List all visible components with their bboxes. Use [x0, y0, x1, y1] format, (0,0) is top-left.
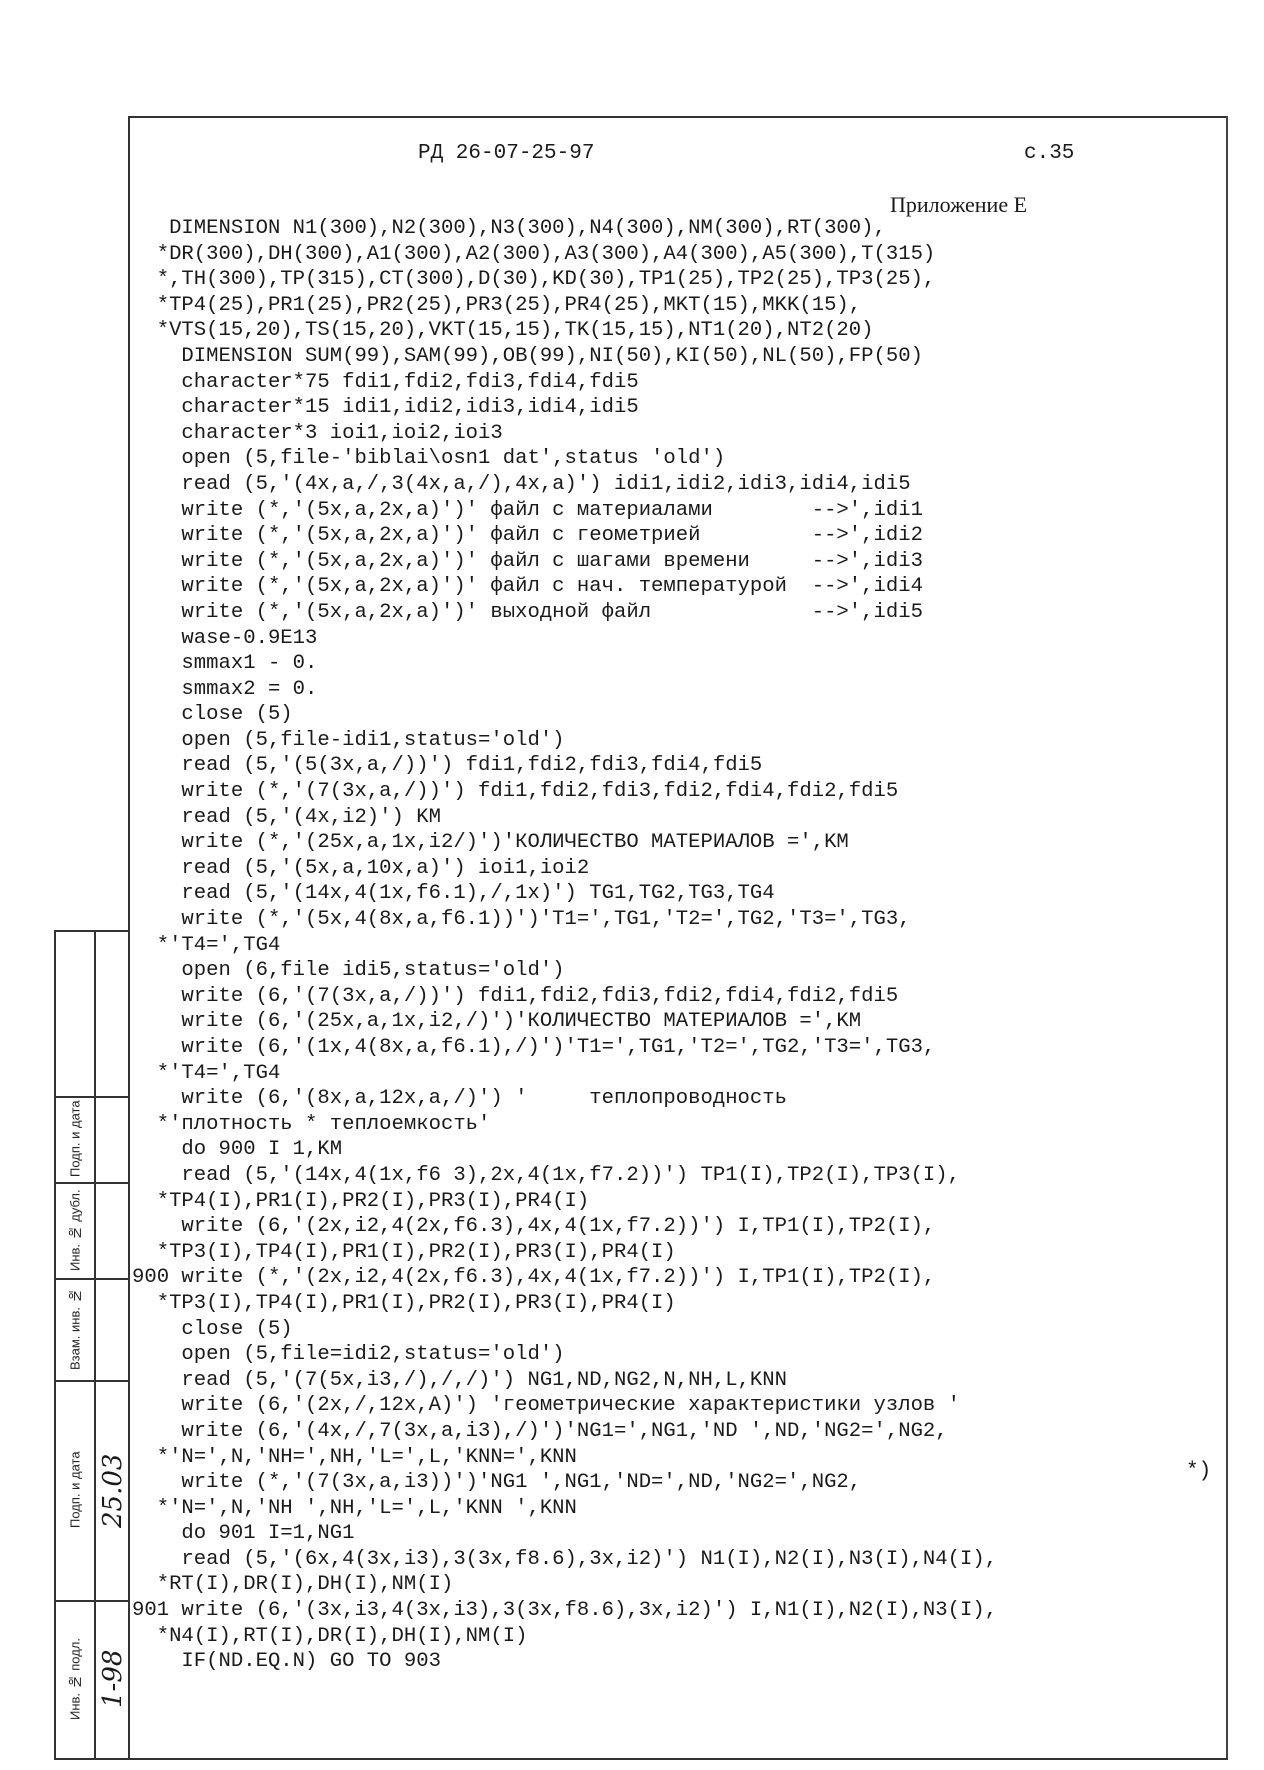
- code-line: read (5,'(5x,a,10x,a)') ioi1,ioi2: [132, 856, 590, 880]
- code-line: read (5,'(14x,4(1x,f6.1),/,1x)') TG1,TG2,TG3,TG4: [132, 882, 775, 906]
- code-line: 901 write (6,'(3x,i3,4(3x,i3),3(3x,f8.6),3x,i2)') I,N1(I),N2(I),N3(I),: [132, 1599, 998, 1623]
- code-line: write (*,'(5x,a,2x,a)')' файл с материалами -->',idi1: [132, 498, 923, 522]
- code-line: *'плотность * теплоемкость': [132, 1112, 491, 1136]
- code-line: *RT(I),DR(I),DH(I),NM(I): [132, 1573, 454, 1597]
- code-line: write (6,'(8x,a,12x,a,/)') ' теплопроводность: [132, 1087, 787, 1111]
- code-line: *TP3(I),TP4(I),PR1(I),PR2(I),PR3(I),PR4(I): [132, 1240, 676, 1264]
- stamp-separator: [54, 930, 130, 932]
- code-line: write (6,'(7(3x,a,/))') fdi1,fdi2,fdi3,fdi2,fdi4,fdi2,fdi5: [132, 984, 899, 1008]
- code-line: *VTS(15,20),TS(15,20),VKT(15,15),TK(15,15),NT1(20),NT2(20): [132, 319, 874, 343]
- code-line: DIMENSION SUM(99),SAM(99),OB(99),NI(50),KI(50),NL(50),FP(50): [132, 344, 923, 368]
- code-line: read (5,'(4x,a,/,3(4x,a,/),4x,a)') idi1,idi2,idi3,idi4,idi5: [132, 472, 911, 496]
- code-line: do 900 I 1,KM: [132, 1138, 343, 1162]
- code-line: read (5,'(7(5x,i3,/),/,/)') NG1,ND,NG2,N,NH,L,KNN: [132, 1368, 787, 1392]
- code-line: open (5,file-'biblai\osn1 dat',status 'old'): [132, 447, 726, 471]
- code-line: read (5,'(14x,4(1x,f6 3),2x,4(1x,f7.2))') TP1(I),TP2(I),TP3(I),: [132, 1163, 961, 1187]
- code-line: *'T4=',TG4: [132, 933, 281, 957]
- code-line: character*75 fdi1,fdi2,fdi3,fdi4,fdi5: [132, 370, 639, 394]
- code-line: open (5,file=idi2,status='old'): [132, 1343, 565, 1367]
- stamp-signature-date: 25.03: [98, 1453, 128, 1529]
- frame-bottom-border: [54, 1758, 1228, 1760]
- code-line: write (*,'(5x,a,2x,a)')' файл с шагами времени -->',idi3: [132, 549, 923, 573]
- code-line: *DR(300),DH(300),A1(300),A2(300),A3(300),A4(300),A5(300),T(315): [132, 242, 936, 266]
- frame-top-border: [128, 116, 1228, 118]
- code-line: smmax1 - 0.: [132, 652, 318, 676]
- footnote-mark: *): [1186, 1460, 1212, 1483]
- code-line: do 901 I=1,NG1: [132, 1522, 355, 1546]
- stamp-vzam-inv: Взам. инв. №: [67, 1288, 83, 1370]
- code-line: write (*,'(5x,a,2x,a)')' файл с нач. температурой -->',idi4: [132, 575, 923, 599]
- stamp-inv-podl: Инв. № подл.: [67, 1637, 83, 1721]
- code-line: write (*,'(5x,a,2x,a)')' файл с геометрией -->',idi2: [132, 524, 923, 548]
- code-line: write (*,'(25x,a,1x,i2/)')'КОЛИЧЕСТВО МАТЕРИАЛОВ =',KM: [132, 831, 849, 855]
- code-line: smmax2 = 0.: [132, 677, 318, 701]
- code-line: *N4(I),RT(I),DR(I),DH(I),NM(I): [132, 1624, 528, 1648]
- code-line: character*3 ioi1,ioi2,ioi3: [132, 421, 503, 445]
- code-line: *'T4=',TG4: [132, 1061, 281, 1085]
- page-number: с.35: [1024, 142, 1075, 165]
- code-line: *'N=',N,'NH ',NH,'L=',L,'KNN ',KNN: [132, 1496, 577, 1520]
- code-line: 900 write (*,'(2x,i2,4(2x,f6.3),4x,4(1x,f7.2))') I,TP1(I),TP2(I),: [132, 1266, 936, 1290]
- code-line: *TP4(25),PR1(25),PR2(25),PR3(25),PR4(25),MKT(15),MKK(15),: [132, 293, 862, 317]
- code-line: write (*,'(7(3x,a,/))') fdi1,fdi2,fdi3,fdi2,fdi4,fdi2,fdi5: [132, 780, 899, 804]
- code-line: open (5,file-idi1,status='old'): [132, 728, 565, 752]
- code-line: *,TH(300),TP(315),CT(300),D(30),KD(30),TP1(25),TP2(25),TP3(25),: [132, 268, 936, 292]
- doc-number: РД 26-07-25-97: [418, 142, 595, 165]
- code-line: write (*,'(7(3x,a,i3))')'NG1 ',NG1,'ND=',ND,'NG2=',NG2,: [132, 1471, 862, 1495]
- code-line: write (6,'(25x,a,1x,i2,/)')'КОЛИЧЕСТВО МАТЕРИАЛОВ =',KM: [132, 1010, 862, 1034]
- code-line: write (6,'(4x,/,7(3x,a,i3),/)')'NG1=',NG1,'ND ',ND,'NG2=',NG2,: [132, 1419, 948, 1443]
- code-line: close (5): [132, 703, 293, 727]
- stamp-podp-data: Подп. и дата: [67, 1451, 83, 1529]
- code-line: close (5): [132, 1317, 293, 1341]
- code-line: DIMENSION N1(300),N2(300),N3(300),N4(300),NM(300),RT(300),: [132, 217, 886, 240]
- code-line: IF(ND.EQ.N) GO TO 903: [132, 1650, 441, 1674]
- stamp-handwritten-year: 1-98: [98, 1649, 128, 1709]
- appendix-label: Приложение Е: [890, 192, 1028, 217]
- code-line: read (5,'(6x,4(3x,i3),3(3x,f8.6),3x,i2)') N1(I),N2(I),N3(I),N4(I),: [132, 1547, 998, 1571]
- code-line: open (6,file idi5,status='old'): [132, 959, 565, 983]
- code-line: character*15 idi1,idi2,idi3,idi4,idi5: [132, 396, 639, 420]
- stamp-border-left: [54, 930, 56, 1760]
- code-line: read (5,'(4x,i2)') KM: [132, 805, 441, 829]
- code-line: read (5,'(5(3x,a,/))') fdi1,fdi2,fdi3,fdi4,fdi5: [132, 754, 763, 778]
- code-line: *TP3(I),TP4(I),PR1(I),PR2(I),PR3(I),PR4(I): [132, 1291, 676, 1315]
- code-line: wase-0.9E13: [132, 626, 318, 650]
- code-line: *'N=',N,'NH=',NH,'L=',L,'KNN=',KNN: [132, 1445, 577, 1469]
- code-line: write (*,'(5x,a,2x,a)')' выходной файл -->',idi5: [132, 600, 923, 624]
- stamp-podp-data-2: Подп. и дата: [67, 1100, 83, 1178]
- code-line: write (6,'(2x,/,12x,A)') 'геометрические характеристики узлов ': [132, 1394, 961, 1418]
- code-line: write (*,'(5x,4(8x,a,f6.1))')'T1=',TG1,'T2=',TG2,'T3=',TG3,: [132, 908, 911, 932]
- code-line: *TP4(I),PR1(I),PR2(I),PR3(I),PR4(I): [132, 1189, 590, 1213]
- code-line: write (6,'(1x,4(8x,a,f6.1),/)')'T1=',TG1,'T2=',TG2,'T3=',TG3,: [132, 1036, 936, 1059]
- frame-right-border: [1226, 116, 1228, 1760]
- fortran-listing: [132, 216, 997, 1675]
- stamp-inv-dubl: Инв. № дубл.: [67, 1189, 83, 1271]
- code-line: write (6,'(2x,i2,4(2x,f6.3),4x,4(1x,f7.2))') I,TP1(I),TP2(I),: [132, 1215, 936, 1239]
